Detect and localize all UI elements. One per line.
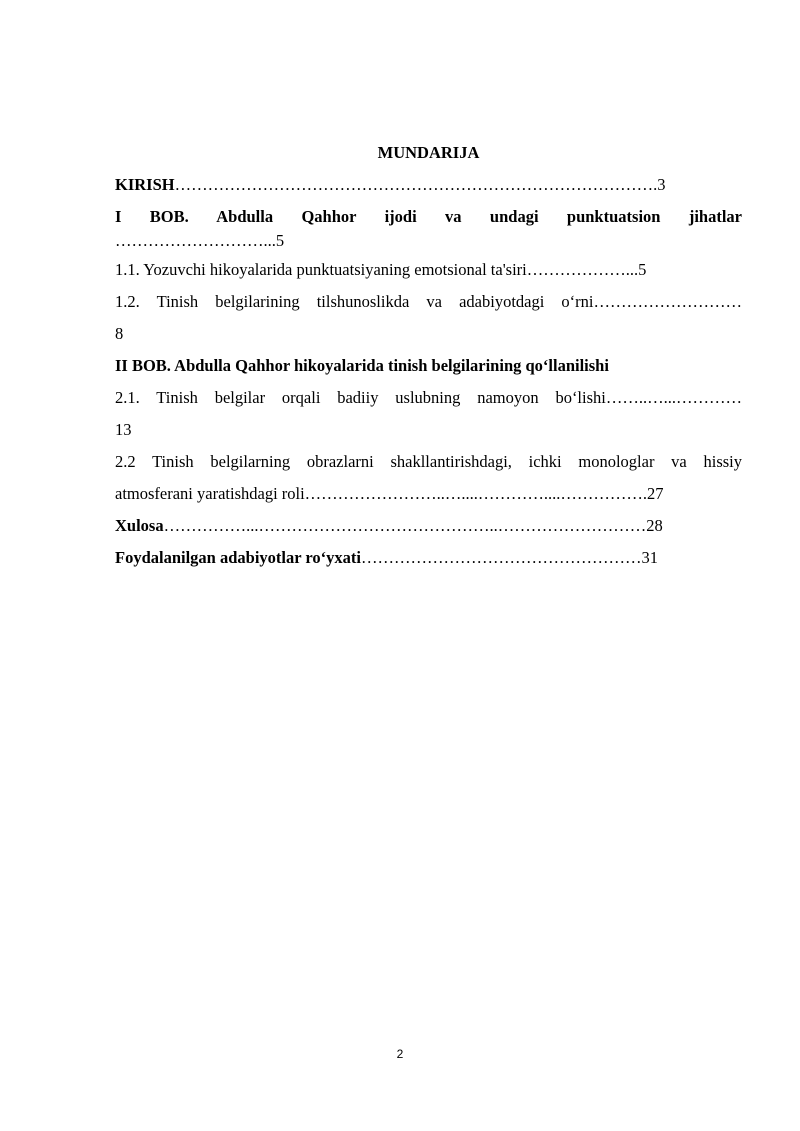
toc-entry-chapter-1 (115, 205, 742, 253)
toc-entry-references-text: Foydalanilgan adabiyotlar ro‘yxati……………………………………………31 (115, 548, 659, 567)
toc-entry-section-1-2-title: 1.2. Tinish belgilarining tilshunoslikda va adabiyotdagi o‘rni……………………… (115, 292, 742, 311)
table-of-contents (115, 141, 742, 570)
toc-entry-section-1-2-page: 8 (115, 324, 124, 343)
toc-entry-section-2-2-page: atmosferani yaratishdagi roli……………………..…....…………....…………….27 (115, 484, 664, 503)
toc-entry-section-1-1: 1.1. Yozuvchi hikoyalarida punktuatsiyaning emotsional ta'siri………………...5 (115, 260, 647, 279)
toc-entry-section-2-1-title: 2.1. Tinish belgilar orqali badiiy uslubning namoyon bo‘lishi……..…...………… (115, 388, 742, 407)
toc-entry-kirish: KIRISH…………………………………………………………………………….3 (115, 175, 666, 194)
toc-title: MUNDARIJA (377, 143, 480, 162)
toc-entry-section-2-2-title: 2.2 Tinish belgilarning obrazlarni shakllantirishdagi, ichki monologlar va hissiy (115, 452, 742, 471)
toc-entry-chapter-2: II BOB. Abdulla Qahhor hikoyalarida tinish belgilarining qo‘llanilishi (115, 356, 609, 375)
toc-entry-chapter-1-page: ………………………...5 (115, 231, 285, 250)
toc-entry-section-2-1 (115, 386, 742, 442)
page-number: 2 (396, 1047, 404, 1061)
toc-entry-references (115, 546, 742, 570)
toc-entry-xulosa-text: Xulosa……………...……………………………………..………………………28 (115, 516, 663, 535)
toc-entry-section-2-1-page: 13 (115, 420, 132, 439)
toc-entry-xulosa (115, 514, 742, 538)
toc-entry-chapter-1-title: I BOB. Abdulla Qahhor ijodi va undagi punktuatsion jihatlar (115, 207, 742, 226)
toc-entry-section-1-2 (115, 290, 742, 346)
toc-entry-section-2-2 (115, 450, 742, 506)
